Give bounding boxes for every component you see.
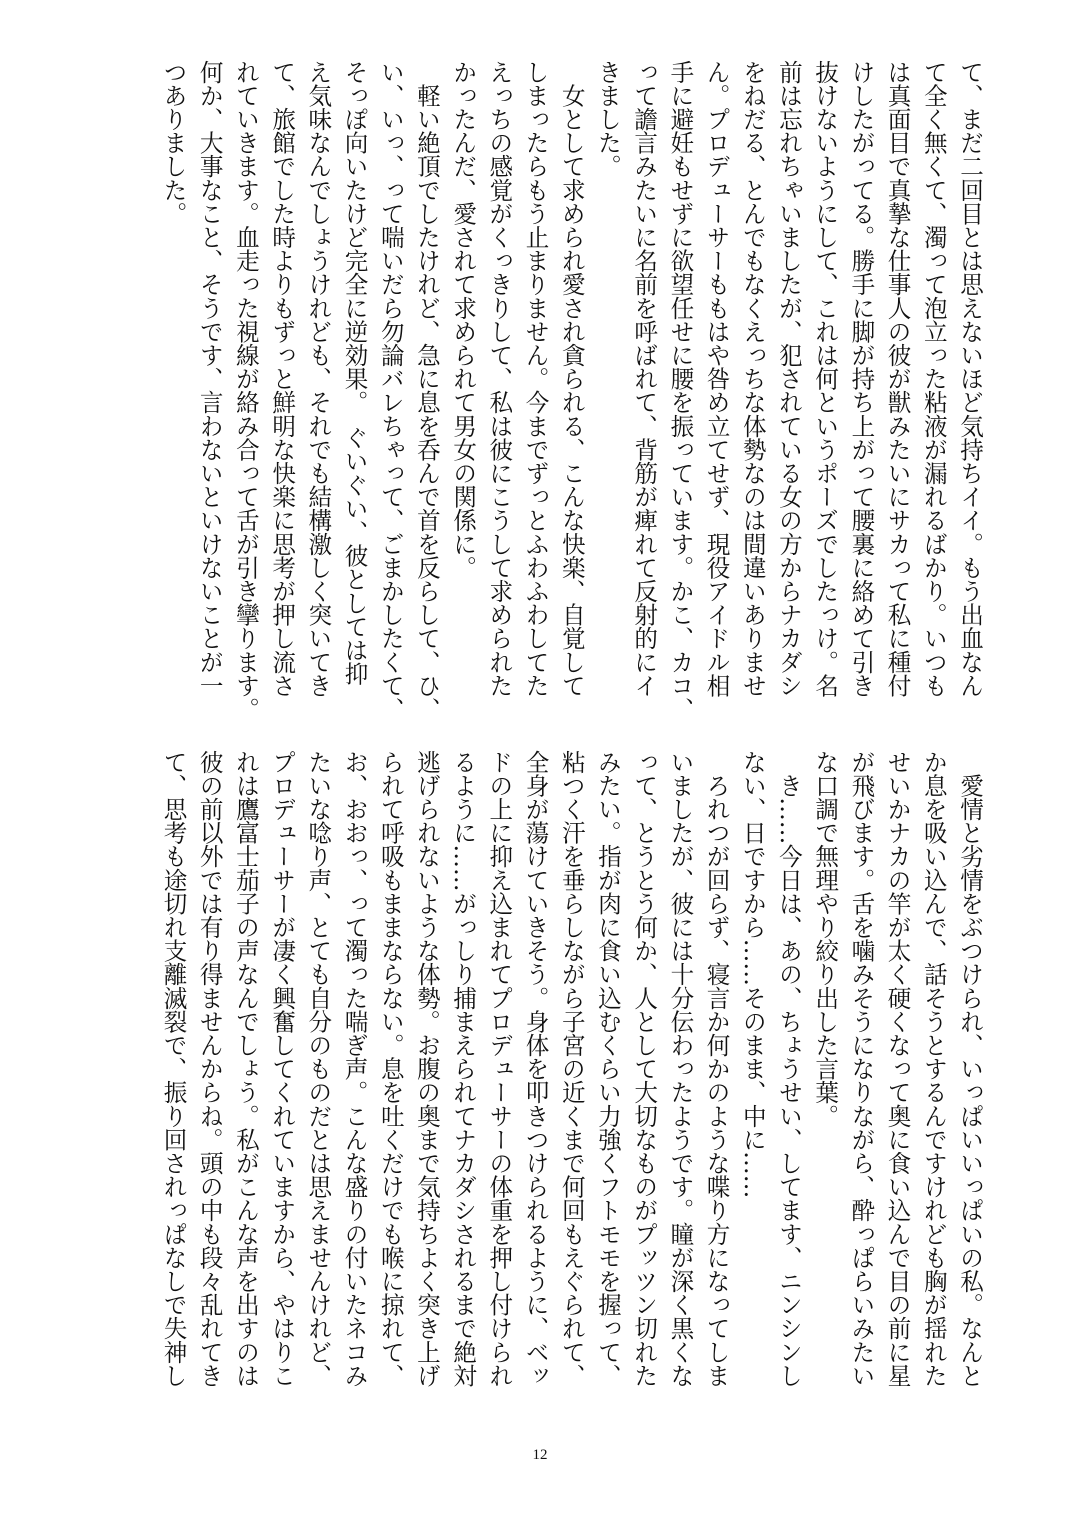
- text-column: れていきます。血走った視線が絡み合って舌が引き攣ります。: [231, 60, 260, 721]
- text-column: き……今日は、あの、ちょうせい、してます、ニンシンし: [774, 750, 803, 1388]
- text-column: て全く無くて、濁って泡立った粘液が漏れるばかり。いつも: [919, 60, 948, 698]
- text-column: ドの上に抑え込まれてプロデューサーの体重を押し付けられ: [485, 750, 514, 1388]
- text-column: が飛びます。舌を噛みそうになりながら、酔っぱらいみたい: [847, 750, 876, 1388]
- text-column: な口調で無理やり絞り出した言葉。: [811, 750, 840, 1128]
- text-column: 何か、大事なこと、そうです、言わないといけないことが一: [195, 60, 224, 698]
- text-column: しまったらもう止まりません。今までずっとふわふわしてた: [521, 60, 550, 698]
- text-column: ろれつが回らず、寝言か何かのような喋り方になってしま: [702, 750, 731, 1388]
- upper-text-block: [155, 60, 988, 732]
- text-column: って譫言みたいに名前を呼ばれて、背筋が痺れて反射的にイ: [630, 60, 659, 698]
- text-column: ない、日ですから……そのまま、中に……: [738, 750, 767, 1199]
- text-column: られて呼吸もままならない。息を吐くだけでも喉に掠れて、: [376, 750, 405, 1388]
- text-column: 抜けないようにして、これは何というポーズでしたっけ。名: [811, 60, 840, 698]
- text-column: たいな唸り声、とても自分のものだとは思えませんけれど、: [304, 750, 333, 1388]
- text-column: 手に避妊もせずに欲望任せに腰を振っています。かこ、カコ、: [666, 60, 695, 721]
- text-column: って、とうとう何か、人として大切なものがプッツン切れた: [630, 750, 659, 1388]
- text-column: て、旅館でした時よりもずっと鮮明な快楽に思考が押し流さ: [268, 60, 297, 698]
- text-column: ん。プロデューサーももはや咎め立てせず、現役アイドル相: [702, 60, 731, 698]
- text-column: 彼の前以外では有り得ませんからね。頭の中も段々乱れてき: [195, 750, 224, 1388]
- text-column: えっちの感覚がくっきりして、私は彼にこうして求められた: [485, 60, 514, 698]
- page-number: 12: [532, 1447, 548, 1463]
- text-column: けしたがってる。勝手に脚が持ち上がって腰裏に絡めて引き: [847, 60, 876, 698]
- text-column: るように……がっしり捕まえられてナカダシされるまで絶対: [449, 750, 478, 1388]
- text-column: れは鷹富士茄子の声なんでしょう。私がこんな声を出すのは: [231, 750, 260, 1388]
- text-column: プロデューサーが凄く興奮してくれていますから、やはりこ: [268, 750, 297, 1388]
- text-column: て、思考も途切れ支離滅裂で、振り回されっぱなしで失神し: [159, 750, 188, 1388]
- text-column: をねだる、とんでもなくえっちな体勢なのは間違いありませ: [738, 60, 767, 698]
- text-column: きました。: [593, 60, 622, 178]
- text-column: みたい。指が肉に食い込むくらい力強くフトモモを握って、: [593, 750, 622, 1388]
- text-column: て、まだ二回目とは思えないほど気持ちイイ。もう出血なん: [956, 60, 984, 698]
- lower-text-block: [155, 750, 988, 1422]
- text-column: つありました。: [159, 60, 188, 226]
- text-column: 粘つく汗を垂らしながら子宮の近くまで何回もえぐられて、: [557, 750, 586, 1388]
- text-column: せいかナカの竿が太く硬くなって奥に食い込んで目の前に星: [883, 750, 912, 1388]
- text-column: 前は忘れちゃいましたが、犯されている女の方からナカダシ: [774, 60, 803, 698]
- text-column: 逃げられないような体勢。お腹の奥まで気持ちよく突き上げ: [412, 750, 441, 1388]
- text-column: 全身が蕩けていきそう。身体を叩きつけられるように、ベッ: [521, 750, 550, 1388]
- text-column: お、おおっ、って濁った喘ぎ声。こんな盛りの付いたネコみ: [340, 750, 369, 1388]
- text-column: 愛情と劣情をぶつけられ、いっぱいいっぱいの私。なんと: [956, 750, 984, 1388]
- text-column: え気味なんでしょうけれども、それでも結構激しく突いてき: [304, 60, 333, 698]
- text-column: 女として求められ愛され貪られる、こんな快楽、自覚して: [557, 60, 586, 698]
- text-column: いましたが、彼には十分伝わったようです。瞳が深く黒くな: [666, 750, 695, 1388]
- text-column: そっぽ向いたけど完全に逆効果。 ぐいぐい、彼としては抑: [340, 60, 369, 686]
- text-column: か息を吸い込んで、話そうとするんですけれども胸が揺れた: [919, 750, 948, 1388]
- text-column: い、いっ、って喘いだら勿論バレちゃって、ごまかしたくて、: [376, 60, 405, 721]
- text-column: 軽い絶頂でしたけれど、急に息を呑んで首を反らして、ひ、: [412, 60, 441, 721]
- text-column: かったんだ、愛されて求められて男女の関係に。: [449, 60, 478, 580]
- text-column: は真面目で真摯な仕事人の彼が獣みたいにサカって私に種付: [883, 60, 912, 698]
